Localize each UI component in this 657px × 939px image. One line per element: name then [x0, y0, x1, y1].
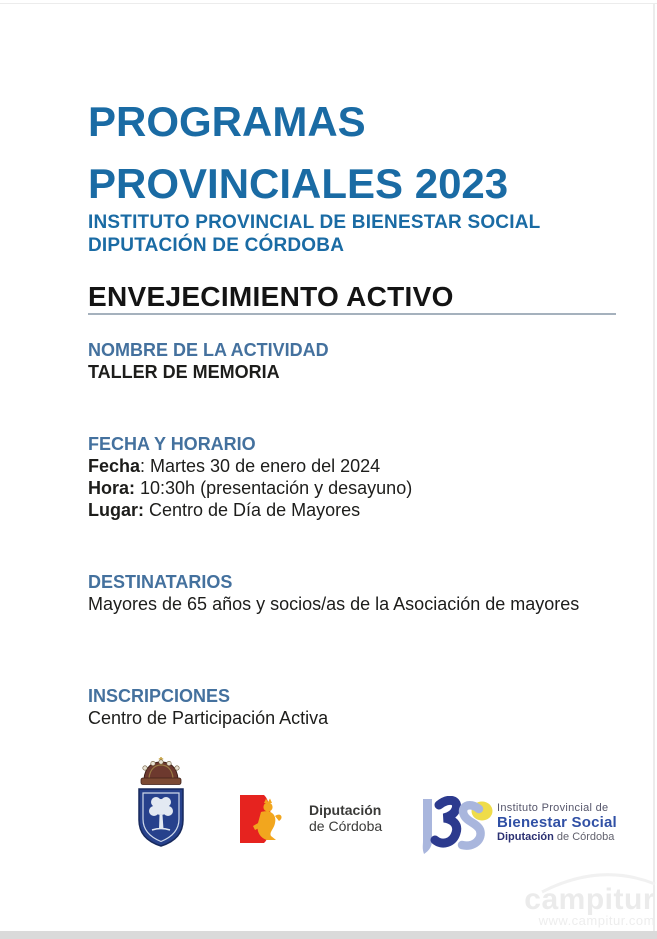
activity-value: TALLER DE MEMORIA — [88, 362, 280, 382]
schedule-date-line — [88, 455, 412, 477]
section-recipients — [88, 571, 593, 615]
registration-text: Centro de Participación Activa — [88, 708, 329, 728]
ibs-line2: Bienestar Social — [497, 814, 617, 831]
page-subtitle-line1: INSTITUTO PROVINCIAL DE BIENESTAR SOCIAL — [88, 212, 541, 233]
schedule-place-line — [88, 499, 412, 521]
time-field-value: 10:30h (presentación y desayuno) — [135, 478, 413, 498]
section-activity — [88, 339, 329, 383]
recipients-text: Mayores de 65 años y socios/as de la Asociación de mayores — [88, 594, 580, 614]
ibs-line3-bold: Diputación — [497, 831, 554, 843]
watermark-url: www.campitur.com — [538, 913, 655, 928]
time-field-label: Hora: — [88, 478, 136, 498]
schedule-time-line — [88, 477, 412, 499]
watermark-text: campitur — [524, 883, 655, 916]
page-title-line1: PROGRAMAS — [88, 98, 366, 145]
recipients-label: DESTINATARIOS — [88, 572, 233, 592]
page-bottom-edge — [0, 931, 657, 939]
ibs-logo-icon — [419, 796, 495, 860]
activity-label: NOMBRE DE LA ACTIVIDAD — [88, 340, 329, 360]
page-title — [88, 91, 508, 215]
registration-label: INSCRIPCIONES — [88, 686, 231, 706]
section-registration — [88, 685, 328, 729]
page-top-edge — [0, 3, 657, 4]
diputacion-cordoba-wordmark — [309, 802, 382, 834]
page-subtitle — [88, 211, 540, 257]
place-field-label: Lugar: — [88, 500, 144, 520]
heading-underline — [88, 313, 616, 315]
date-field-label: Fecha — [88, 456, 141, 476]
ibs-line3 — [497, 831, 617, 843]
program-heading: ENVEJECIMIENTO ACTIVO — [88, 281, 454, 312]
page-title-line2: PROVINCIALES 2023 — [88, 160, 509, 207]
ibs-line3-rest: de Córdoba — [553, 831, 615, 843]
municipal-coat-of-arms-icon — [134, 757, 188, 847]
page-right-edge — [653, 4, 655, 931]
ibs-wordmark — [497, 802, 617, 843]
ibs-line1: Instituto Provincial de — [497, 802, 609, 814]
diputacion-cordoba-icon — [240, 795, 302, 845]
section-schedule — [88, 433, 412, 521]
page-subtitle-line2: DIPUTACIÓN DE CÓRDOBA — [88, 235, 345, 256]
date-field-value: : Martes 30 de enero del 2024 — [140, 456, 381, 476]
schedule-label: FECHA Y HORARIO — [88, 434, 256, 454]
diputacion-line1: Diputación — [309, 802, 382, 818]
diputacion-line2: de Córdoba — [309, 818, 383, 834]
place-field-value: Centro de Día de Mayores — [144, 500, 361, 520]
watermark-arc — [540, 868, 657, 894]
